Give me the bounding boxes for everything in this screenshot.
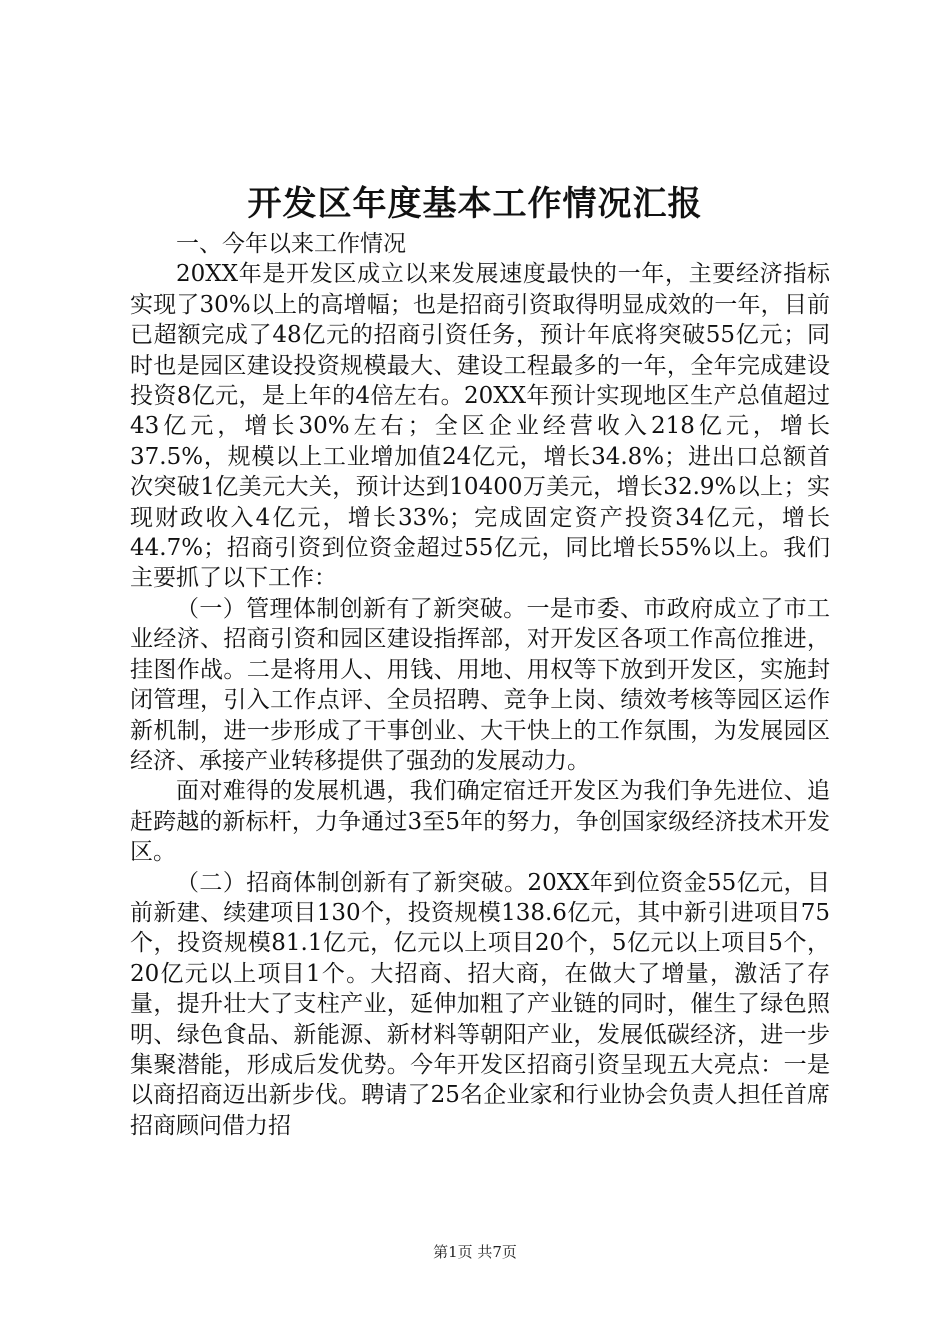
document-title: 开发区年度基本工作情况汇报 — [247, 184, 703, 224]
page-footer: 第1页 共7页 — [433, 1243, 517, 1261]
section-heading: 一、今年以来工作情况 — [176, 231, 406, 257]
paragraph: （一）管理体制创新有了新突破。一是市委、市政府成立了市工业经济、招商引资和园区建设指挥部，对开发区各项工作高位推进，挂图作战。二是将用人、用钱、用地、用权等下放到开发区，实施封闭管理，引入工作点评、全员招聘、竞争上岗、绩效考核等园区运作新机制，进一步形成了干事创业、大干快上的工作氛围，为发展园区经济、承接产业转移提供了强劲的发展动力。 — [130, 595, 830, 774]
paragraph: （二）招商体制创新有了新突破。20XX年到位资金55亿元，目前新建、续建项目130个，投资规模138.6亿元，其中新引进项目75个，投资规模81.1亿元，亿元以上项目20个，5亿元以上项目5个，20亿元以上项目1个。大招商、招大商，在做大了增量，激活了存量，提升壮大了支柱产业，延伸加粗了产业链的同时，催生了绿色照明、绿色食品、新能源、新材料等朝阳产业，发展低碳经济，进一步集聚潜能，形成后发优势。今年开发区招商引资呈现五大亮点：一是以商招商迈出新步伐。聘请了25名企业家和行业协会负责人担任首席招商顾问借力招 — [130, 869, 830, 1139]
paragraph: 20XX年是开发区成立以来发展速度最快的一年，主要经济指标实现了30%以上的高增幅；也是招商引资取得明显成效的一年，目前已超额完成了48亿元的招商引资任务，预计年底将突破55亿元；同时也是园区建设投资规模最大、建设工程最多的一年，全年完成建设投资8亿元，是上年的4倍左右。20XX年预计实现地区生产总值超过43亿元，增长30%左右；全区企业经营收入218亿元，增长37.5%，规模以上工业增加值24亿元，增长34.8%；进出口总额首次突破1亿美元大关，预计达到10400万美元，增长32.9%以上；实现财政收入4亿元，增长33%；完成固定资产投资34亿元，增长44.7%；招商引资到位资金超过55亿元，同比增长55%以上。我们主要抓了以下工作： — [130, 261, 830, 592]
paragraph: 面对难得的发展机遇，我们确定宿迁开发区为我们争先进位、追赶跨越的新标杆，力争通过3至5年的努力，争创国家级经济技术开发区。 — [130, 778, 830, 866]
document-body — [130, 229, 830, 1141]
